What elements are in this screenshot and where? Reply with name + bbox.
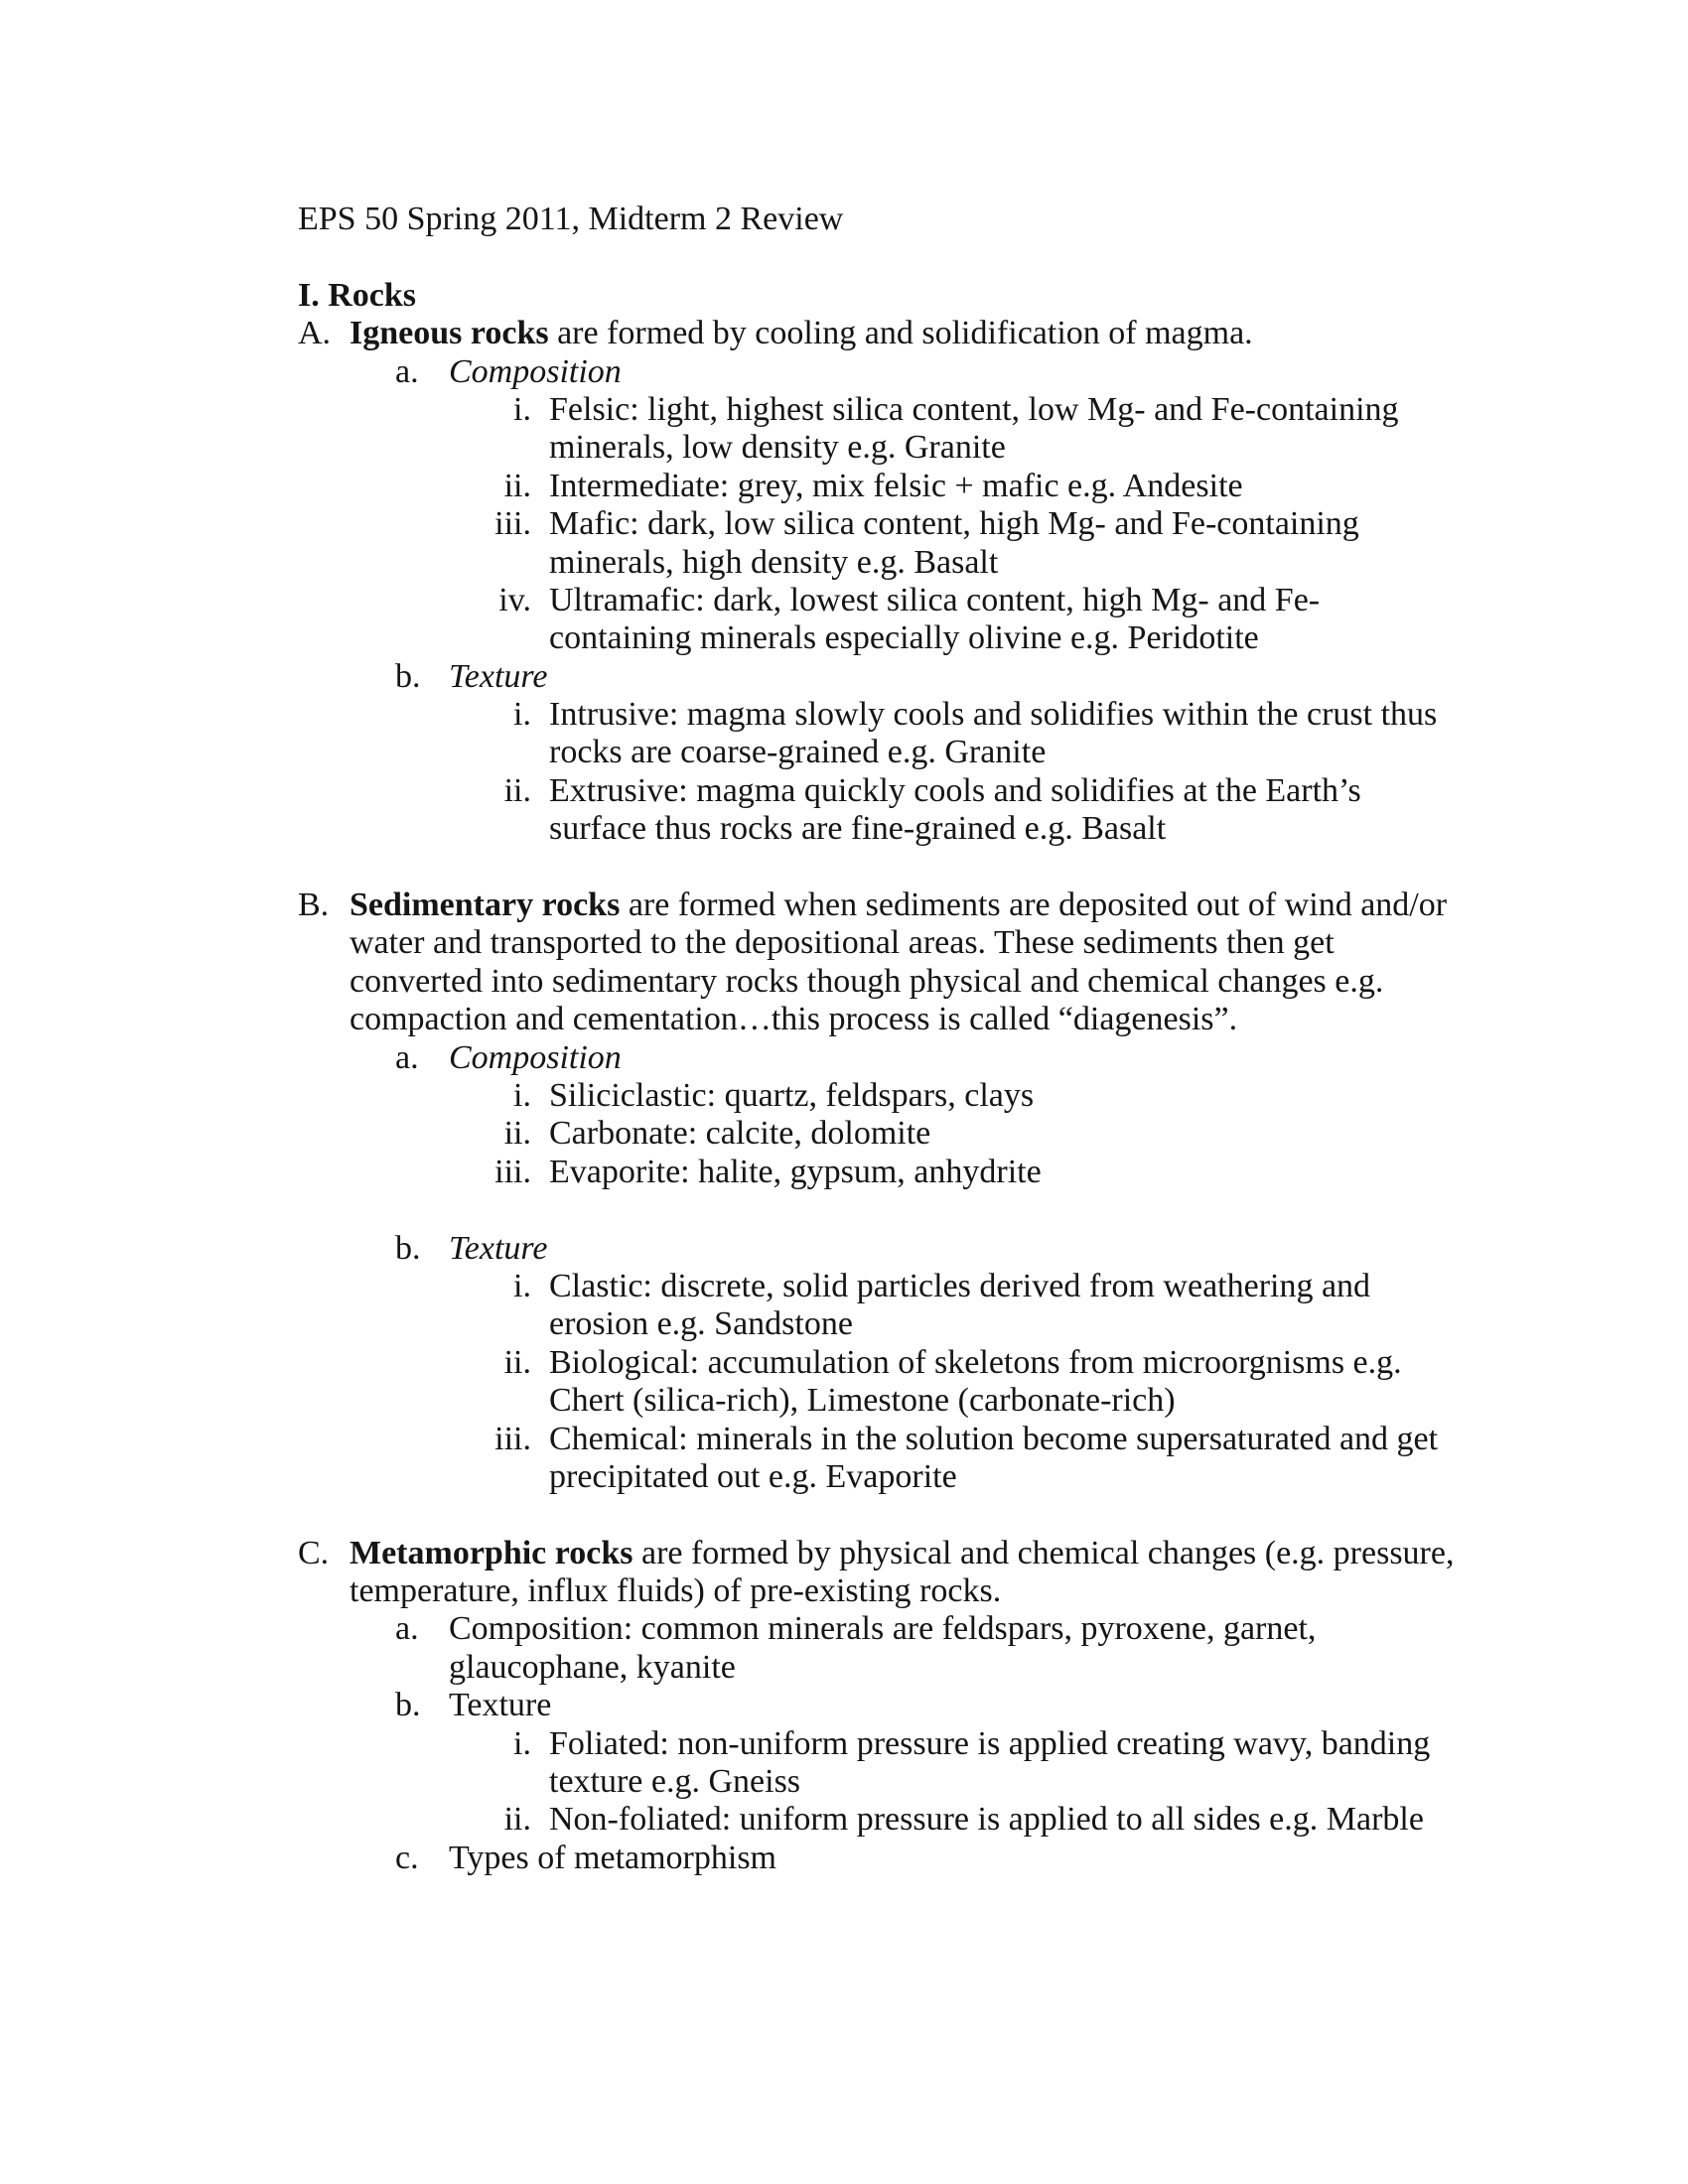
list-marker: ii. (503, 467, 531, 504)
item-text: Chemical: minerals in the solution become supersaturated and get (549, 1420, 1439, 1457)
outline-item-continuation: rocks are coarse-grained e.g. Granite (549, 734, 1047, 771)
outline-item (0, 772, 1688, 810)
outline-item (0, 658, 1688, 696)
outline-item (0, 1115, 1688, 1153)
item-text: are formed when sediments are deposited out of wind and/or (620, 887, 1448, 924)
outline-item-continuation: water and transported to the depositional areas. These sediments then get (350, 924, 1335, 962)
item-text: Evaporite: halite, gypsum, anhydrite (549, 1153, 1042, 1190)
item-text: Non-foliated: uniform pressure is applied to all sides e.g. Marble (549, 1801, 1424, 1839)
outline-item (0, 1421, 1688, 1458)
blank-line (0, 849, 1688, 887)
item-text: Felsic: light, highest silica content, low Mg- and Fe-containing (549, 390, 1399, 428)
outline-item (0, 353, 1688, 391)
item-text: Texture (449, 1687, 552, 1724)
outline-item (0, 1687, 1688, 1724)
outline-item-continuation: precipitated out e.g. Evaporite (549, 1457, 957, 1495)
outline-item (0, 1344, 1688, 1382)
outline-item (0, 1268, 1688, 1305)
list-marker: i. (513, 390, 531, 428)
item-text: Clastic: discrete, solid particles derived from weathering and (549, 1267, 1371, 1304)
item-term: Sedimentary rocks (350, 887, 621, 924)
list-marker: iii. (494, 1153, 531, 1190)
outline-item-continuation: temperature, influx fluids) of pre-existing rocks. (350, 1572, 1002, 1610)
list-marker: b. (395, 1687, 421, 1724)
outline-item (0, 1230, 1688, 1268)
outline-item (0, 1840, 1688, 1877)
outline-item (0, 468, 1688, 505)
item-text: Texture (449, 1229, 548, 1267)
list-marker: b. (395, 657, 421, 695)
list-marker: B. (298, 887, 330, 924)
outline-item (0, 696, 1688, 734)
outline-item-continuation: minerals, low density e.g. Granite (549, 429, 1006, 467)
item-text: Composition (449, 352, 622, 390)
list-marker: b. (395, 1229, 421, 1267)
list-marker: i. (513, 1076, 531, 1114)
item-text: Extrusive: magma quickly cools and solidifies at the Earth’s (549, 771, 1361, 809)
outline-item (0, 1077, 1688, 1115)
list-marker: a. (395, 1610, 419, 1648)
item-text: are formed by physical and chemical changes (e.g. pressure, (633, 1534, 1455, 1571)
item-text: are formed by cooling and solidification of magma. (548, 315, 1253, 352)
list-marker: ii. (503, 1801, 531, 1839)
item-text: Texture (449, 657, 548, 695)
item-text: Siliciclastic: quartz, feldspars, clays (549, 1076, 1035, 1114)
list-marker: iii. (494, 1420, 531, 1457)
list-marker: A. (298, 315, 332, 352)
list-marker: i. (513, 1267, 531, 1304)
outline-item-continuation: glaucophane, kyanite (449, 1648, 736, 1686)
outline-item-continuation: surface thus rocks are fine-grained e.g. Basalt (549, 810, 1167, 848)
outline-item (0, 505, 1688, 543)
outline-item (0, 315, 1688, 352)
list-marker: ii. (503, 771, 531, 809)
list-marker: a. (395, 352, 419, 390)
list-marker: i. (513, 696, 531, 734)
outline-item-continuation: containing minerals especially olivine e.g. Peridotite (549, 619, 1259, 657)
outline-item (0, 1039, 1688, 1077)
item-text: Intrusive: magma slowly cools and solidifies within the crust thus (549, 696, 1438, 734)
item-text: Mafic: dark, low silica content, high Mg- and Fe-containing (549, 505, 1359, 543)
outline-item (0, 1725, 1688, 1763)
outline-item (0, 1801, 1688, 1839)
item-term: Igneous rocks (350, 315, 549, 352)
outline-item-continuation: texture e.g. Gneiss (549, 1763, 801, 1801)
list-marker: a. (395, 1038, 419, 1076)
list-marker: iii. (494, 505, 531, 543)
list-marker: c. (395, 1839, 419, 1876)
outline-item (0, 391, 1688, 429)
list-marker: C. (298, 1534, 330, 1571)
section-heading: I. Rocks (298, 276, 417, 314)
list-marker: i. (513, 1724, 531, 1762)
outline-item-continuation: compaction and cementation…this process is called “diagenesis”. (350, 1001, 1238, 1038)
item-text: Composition: common minerals are feldspars, pyroxene, garnet, (449, 1610, 1317, 1648)
outline-item (0, 582, 1688, 619)
item-text: Ultramafic: dark, lowest silica content, high Mg- and Fe- (549, 581, 1321, 618)
list-marker: iv. (498, 581, 531, 618)
item-text: Composition (449, 1038, 622, 1076)
outline-item (0, 1154, 1688, 1191)
blank-line (0, 238, 1688, 276)
list-marker: ii. (503, 1115, 531, 1153)
item-text: Biological: accumulation of skeletons from microorgnisms e.g. (549, 1343, 1402, 1381)
document-title: EPS 50 Spring 2011, Midterm 2 Review (298, 201, 844, 237)
blank-line (0, 1191, 1688, 1229)
item-text: Foliated: non-uniform pressure is applied creating wavy, banding (549, 1724, 1431, 1762)
item-text: Types of metamorphism (449, 1839, 777, 1876)
item-text: Carbonate: calcite, dolomite (549, 1115, 931, 1153)
outline-item-continuation: Chert (silica-rich), Limestone (carbonate-rich) (549, 1382, 1176, 1420)
outline-item-continuation: converted into sedimentary rocks though physical and chemical changes e.g. (350, 962, 1384, 1000)
outline-item (0, 1535, 1688, 1572)
item-text: Intermediate: grey, mix felsic + mafic e.g. Andesite (549, 467, 1243, 504)
list-marker: ii. (503, 1343, 531, 1381)
outline-item (0, 1610, 1688, 1648)
item-term: Metamorphic rocks (350, 1534, 633, 1571)
outline-item-continuation: minerals, high density e.g. Basalt (549, 543, 999, 581)
blank-line (0, 1496, 1688, 1534)
outline-item-continuation: erosion e.g. Sandstone (549, 1305, 853, 1343)
outline-item (0, 887, 1688, 924)
